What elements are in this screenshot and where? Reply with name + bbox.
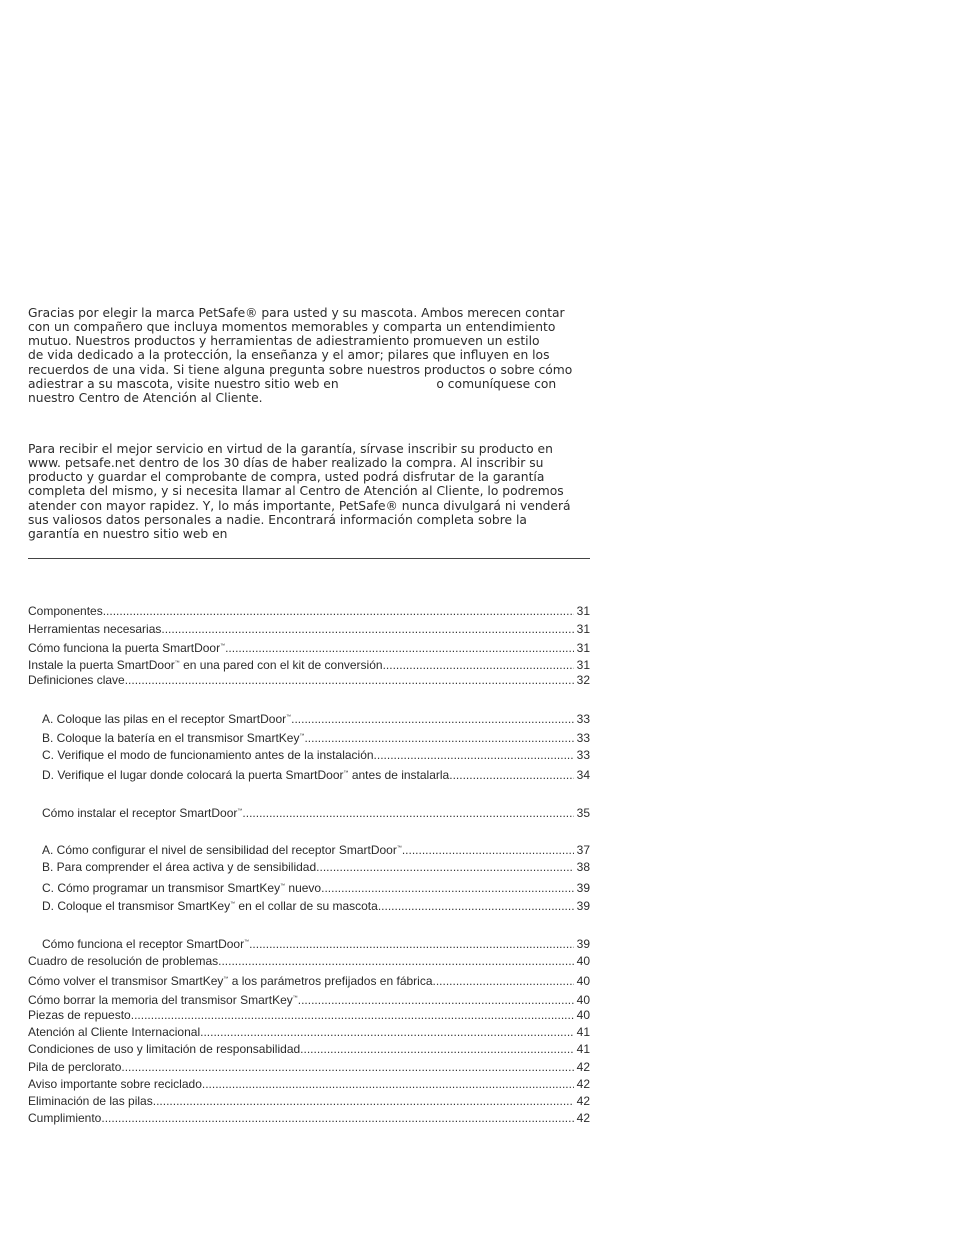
toc-entry-title: B. Coloque la batería en el transmisor SmartKey™ bbox=[42, 731, 305, 745]
intro-line: nuestro Centro de Atención al Cliente. bbox=[28, 390, 263, 405]
toc-entry-title: C. Cómo programar un transmisor SmartKey™ nuevo bbox=[42, 881, 322, 895]
toc-entry-title: A. Coloque las pilas en el receptor SmartDoor™ bbox=[42, 712, 292, 726]
toc-page-number: 32 bbox=[576, 673, 590, 687]
toc-entry-title: Atención al Cliente Internacional bbox=[28, 1025, 201, 1039]
intro-line: de vida dedicado a la protección, la enseñanza y el amor; pilares que influyen en los bbox=[28, 348, 550, 363]
toc-page-number: 40 bbox=[576, 993, 590, 1007]
toc-page-number: 33 bbox=[576, 712, 590, 726]
toc-page-number: 33 bbox=[576, 731, 590, 745]
toc-dot-leader bbox=[131, 1008, 574, 1022]
toc-entry[interactable] bbox=[28, 604, 590, 618]
toc-dot-leader bbox=[449, 768, 573, 782]
toc-entry[interactable] bbox=[28, 1094, 590, 1108]
toc-dot-leader bbox=[304, 731, 573, 745]
toc-entry[interactable] bbox=[42, 879, 590, 895]
toc-dot-leader bbox=[153, 1094, 574, 1108]
toc-entry[interactable] bbox=[28, 991, 590, 1007]
toc-dot-leader bbox=[125, 673, 574, 687]
toc-entry[interactable] bbox=[28, 1111, 590, 1125]
toc-dot-leader bbox=[378, 899, 574, 913]
toc-entry[interactable] bbox=[42, 860, 590, 874]
toc-entry[interactable] bbox=[42, 804, 590, 820]
warranty-paragraph bbox=[28, 442, 590, 541]
toc-dot-leader bbox=[202, 1077, 574, 1091]
toc-page-number: 31 bbox=[576, 622, 590, 636]
toc-page-number: 39 bbox=[576, 881, 590, 895]
toc-dot-leader bbox=[433, 974, 574, 988]
toc-entry-title: Eliminación de las pilas bbox=[28, 1094, 153, 1108]
toc-entry-title: Cómo borrar la memoria del transmisor SmartKey™ bbox=[28, 993, 298, 1007]
warranty-line: www. petsafe.net dentro de los 30 días de haber realizado la compra. Al inscribir su bbox=[28, 456, 544, 471]
toc-dot-leader bbox=[298, 993, 574, 1007]
toc-dot-leader bbox=[249, 937, 574, 951]
toc-entry[interactable] bbox=[28, 622, 590, 636]
toc-entry[interactable] bbox=[42, 935, 590, 951]
warranty-line: producto y guardar el comprobante de compra, usted podrá disfrutar de la garantía bbox=[28, 470, 545, 485]
toc-page-number: 31 bbox=[576, 641, 590, 655]
toc-entry-title: Aviso importante sobre reciclado bbox=[28, 1077, 202, 1091]
toc-page-number: 35 bbox=[576, 806, 590, 820]
warranty-line: completa del mismo, y si necesita llamar al Centro de Atención al Cliente, lo podremos bbox=[28, 484, 564, 499]
toc-page-number: 42 bbox=[576, 1111, 590, 1125]
intro-line: mutuo. Nuestros productos y herramientas de adiestramiento promueven un estilo bbox=[28, 334, 540, 349]
toc-entry-title: Piezas de repuesto bbox=[28, 1008, 131, 1022]
intro-paragraph bbox=[28, 306, 590, 405]
toc-page-number: 42 bbox=[576, 1060, 590, 1074]
toc-page-number: 40 bbox=[576, 954, 590, 968]
toc-dot-leader bbox=[291, 712, 574, 726]
warranty-line: Para recibir el mejor servicio en virtud de la garantía, sírvase inscribir su producto en bbox=[28, 442, 553, 456]
toc-dot-leader bbox=[300, 1042, 573, 1056]
toc-entry[interactable] bbox=[42, 748, 590, 762]
toc-entry-title: Herramientas necesarias bbox=[28, 622, 162, 636]
toc-page-number: 37 bbox=[576, 843, 590, 857]
toc-page-number: 40 bbox=[576, 1008, 590, 1022]
toc-entry[interactable] bbox=[42, 841, 590, 857]
toc-page-number: 33 bbox=[576, 748, 590, 762]
warranty-line: sus valiosos datos personales a nadie. Encontrará información completa sobre la bbox=[28, 512, 527, 527]
toc-page-number: 41 bbox=[576, 1025, 590, 1039]
toc-dot-leader bbox=[321, 881, 574, 895]
toc-entry[interactable] bbox=[28, 1042, 590, 1056]
section-divider bbox=[28, 558, 590, 559]
toc-dot-leader bbox=[316, 860, 573, 874]
toc-dot-leader bbox=[374, 748, 574, 762]
toc-entry[interactable] bbox=[28, 1025, 590, 1039]
toc-entry-title: B. Para comprender el área activa y de sensibilidad bbox=[42, 860, 317, 874]
toc-entry[interactable] bbox=[28, 673, 590, 687]
toc-page-number: 31 bbox=[576, 658, 590, 672]
toc-page-number: 38 bbox=[576, 860, 590, 874]
intro-line: con un compañero que incluya momentos memorables y comparta un entendimiento bbox=[28, 320, 556, 335]
toc-page-number: 42 bbox=[576, 1094, 590, 1108]
warranty-line: garantía en nuestro sitio web en bbox=[28, 526, 228, 541]
toc-entry[interactable] bbox=[42, 710, 590, 726]
toc-page-number: 42 bbox=[576, 1077, 590, 1091]
toc-entry[interactable] bbox=[28, 954, 590, 968]
toc-dot-leader bbox=[383, 658, 574, 672]
toc-entry[interactable] bbox=[42, 897, 590, 913]
toc-page-number: 39 bbox=[576, 899, 590, 913]
toc-dot-leader bbox=[101, 1111, 573, 1125]
toc-entry-title: Cuadro de resolución de problemas bbox=[28, 954, 219, 968]
toc-entry[interactable] bbox=[28, 656, 590, 672]
toc-entry-title: Pila de perclorato bbox=[28, 1060, 122, 1074]
toc-entry-title: Condiciones de uso y limitación de responsabilidad bbox=[28, 1042, 301, 1056]
warranty-line: atender con mayor rapidez. Y, lo más importante, PetSafe® nunca divulgará ni venderá bbox=[28, 498, 571, 513]
toc-page-number: 39 bbox=[576, 937, 590, 951]
toc-entry[interactable] bbox=[28, 1077, 590, 1091]
toc-entry-title: Cómo funciona la puerta SmartDoor™ bbox=[28, 641, 226, 655]
toc-page-number: 34 bbox=[576, 768, 590, 782]
toc-page-number: 31 bbox=[576, 604, 590, 618]
toc-entry[interactable] bbox=[28, 639, 590, 655]
toc-dot-leader bbox=[121, 1060, 573, 1074]
toc-page-number: 41 bbox=[576, 1042, 590, 1056]
toc-page-number: 40 bbox=[576, 974, 590, 988]
toc-entry-title: A. Cómo configurar el nivel de sensibilidad del receptor SmartDoor™ bbox=[42, 843, 402, 857]
toc-entry-title: Componentes bbox=[28, 604, 103, 618]
toc-entry[interactable] bbox=[28, 1060, 590, 1074]
toc-entry-title: C. Verifique el modo de funcionamiento antes de la instalación bbox=[42, 748, 374, 762]
toc-entry-title: Cumplimiento bbox=[28, 1111, 102, 1125]
toc-entry-title: Cómo volver el transmisor SmartKey™ a los parámetros prefijados en fábrica bbox=[28, 974, 433, 988]
toc-dot-leader bbox=[218, 954, 574, 968]
toc-dot-leader bbox=[103, 604, 574, 618]
toc-dot-leader bbox=[200, 1025, 574, 1039]
toc-entry[interactable] bbox=[42, 729, 590, 745]
toc-dot-leader bbox=[161, 622, 573, 636]
toc-dot-leader bbox=[225, 641, 574, 655]
intro-line: adiestrar a su mascota, visite nuestro sitio web en o comuníquese con bbox=[28, 376, 557, 391]
toc-entry-title: D. Verifique el lugar donde colocará la puerta SmartDoor™ antes de instalarla bbox=[42, 768, 450, 782]
toc-dot-leader bbox=[242, 806, 573, 820]
toc-entry-title: Cómo funciona el receptor SmartDoor™ bbox=[42, 937, 250, 951]
toc-entry-title: Instale la puerta SmartDoor™ en una pared con el kit de conversión bbox=[28, 658, 383, 672]
toc-entry-title: Cómo instalar el receptor SmartDoor™ bbox=[42, 806, 243, 820]
toc-entry[interactable] bbox=[28, 972, 590, 988]
toc-entry-title: Definiciones clave bbox=[28, 673, 125, 687]
toc-dot-leader bbox=[402, 843, 574, 857]
intro-line: recuerdos de una vida. Si tiene alguna pregunta sobre nuestros productos o sobre cómo bbox=[28, 362, 573, 377]
toc-entry[interactable] bbox=[42, 766, 590, 782]
toc-entry[interactable] bbox=[28, 1008, 590, 1022]
toc-entry-title: D. Coloque el transmisor SmartKey™ en el collar de su mascota bbox=[42, 899, 378, 913]
intro-line: Gracias por elegir la marca PetSafe® para usted y su mascota. Ambos merecen contar bbox=[28, 306, 565, 320]
